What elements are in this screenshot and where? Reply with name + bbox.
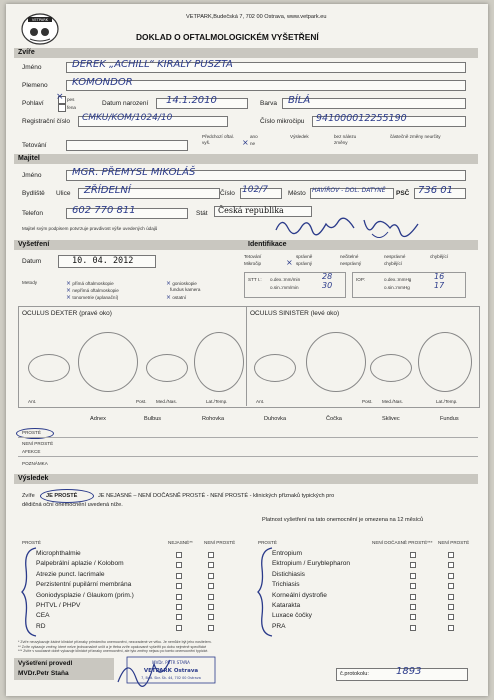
section-zvire: Zvíře xyxy=(14,48,478,58)
metody-label: Metody xyxy=(22,280,38,285)
vysledek-je-proste: JE PROSTÉ xyxy=(46,493,78,499)
platnost-text: Platnost vyšetření na tato onemocnění je omezena na 12 měsíců xyxy=(262,517,424,523)
iop-sin-value: 17 xyxy=(434,281,445,290)
left-checkbox[interactable] xyxy=(176,573,182,579)
left-row xyxy=(36,602,256,612)
right-row xyxy=(272,623,482,633)
os-lid-diagram[interactable] xyxy=(370,354,412,382)
right-checkbox[interactable] xyxy=(448,562,454,568)
cip-value: 941000012255190 xyxy=(316,113,407,124)
nalez-afekce: AFEKCE xyxy=(22,449,41,454)
datum-narozeni-value: 14.1.2010 xyxy=(166,95,217,106)
vysledek-zvire: Zvíře xyxy=(22,493,35,499)
cip-label: Číslo mikročipu xyxy=(260,118,305,125)
oculus-divider xyxy=(246,306,247,406)
metoda-fundus: fundus kamera xyxy=(170,287,201,292)
psc-label: PSČ xyxy=(396,190,410,197)
left-checkbox[interactable] xyxy=(208,614,214,620)
section-vysledek: Výsledek xyxy=(14,474,478,484)
nalez-line-2 xyxy=(18,456,478,457)
right-row xyxy=(272,560,482,570)
chybejici-mid-label: chybějící xyxy=(384,261,403,266)
vysledek-label: Výsledek xyxy=(290,134,309,139)
vysledek-text1: JE NEJASNÉ – NENÍ DOČASNĚ PROSTÉ - NENÍ PROSTÉ - klinických příznaků typických pro xyxy=(98,493,335,499)
right-label: PRA xyxy=(272,622,286,630)
ano-label: ano xyxy=(250,134,258,139)
left-row xyxy=(36,581,256,591)
spravne-label: správně xyxy=(296,254,313,259)
col-neni-docasne-right: NENÍ DOČASNĚ PROSTÉ*** xyxy=(372,540,433,545)
right-label: Katarakta xyxy=(272,602,301,609)
section-majitel: Majitel xyxy=(14,154,478,164)
ne-check-mark: × xyxy=(242,138,249,147)
ulice-value: ZŘÍDELNÍ xyxy=(84,185,131,196)
footnote-3: *** Zvíře v současné době vykazuje klinické příznaky onemocnění, ale tyto změny nejsou po tomto onemocnění typické. xyxy=(18,649,209,654)
left-label: Palpebrální aplazie / Kolobom xyxy=(36,560,124,568)
right-checkbox[interactable] xyxy=(410,552,416,558)
metoda-gonioskopie: × gonioskopie xyxy=(166,280,197,287)
pes-check-mark: × xyxy=(56,92,64,102)
nespravny-label: nesprávný xyxy=(340,261,362,266)
iop-label: IOP: xyxy=(356,277,366,282)
right-checkbox[interactable] xyxy=(410,583,416,589)
protokol-label: č.protokolu: xyxy=(340,671,369,677)
mesto-label: Město xyxy=(288,190,306,197)
document-sheet xyxy=(6,4,488,696)
barva-value: BÍLÁ xyxy=(288,95,311,106)
right-row xyxy=(272,571,482,581)
ne-label: ne xyxy=(250,141,256,146)
left-checkbox[interactable] xyxy=(176,614,182,620)
jmeno-label: Jméno xyxy=(22,64,42,71)
right-row xyxy=(272,602,482,612)
metoda-tonometrie: × tonometrie (aplanační) xyxy=(66,294,119,301)
left-checkbox[interactable] xyxy=(208,562,214,568)
metoda-neprima: × nepřímá oftalmoskopie xyxy=(66,287,119,294)
footnotes xyxy=(18,640,478,654)
castecne-label: částečně změny neurčity xyxy=(390,134,441,139)
left-label: PHTVL / PHPV xyxy=(36,602,81,609)
cislo-value: 102/7 xyxy=(242,185,268,195)
right-checkbox[interactable] xyxy=(448,552,454,558)
left-label: CEA xyxy=(36,612,50,620)
header-address: VETPARK,Budečská 7, 702 00 Ostrava, www.vetpark.eu xyxy=(186,14,327,20)
stt-label: STT I.: xyxy=(248,277,262,282)
datum-value: 10. 04. 2012 xyxy=(72,256,134,266)
podpis-text: Majitel svým podpisem potvrzuje pravdivost výše uvedených údajů xyxy=(22,226,158,231)
datum-label: Datum xyxy=(22,258,42,265)
provedl-value: MVDr.Petr Staňa xyxy=(18,670,69,677)
left-checkbox[interactable] xyxy=(176,604,182,610)
metoda-prima: × přímá oftalmoskopie xyxy=(66,280,114,287)
right-label: Trichiasis xyxy=(272,581,300,589)
left-row xyxy=(36,623,256,633)
fena-label: fena xyxy=(67,105,76,110)
right-label: Ektropium / Euryblepharon xyxy=(272,560,351,568)
protokol-value: 1893 xyxy=(396,666,422,677)
document-title: DOKLAD O OFTALMOLOGICKÉM VYŠETŘENÍ xyxy=(136,32,319,42)
left-label: Microphthalmie xyxy=(36,550,81,557)
footnote-1: * Zvíře neuvykazuje žádné klinické příznaky primárního onemocnění, nezoradené ve věku. Je nemůže být jeho nositelem. xyxy=(18,640,212,644)
od-lattemp-label: Lat./Temp. xyxy=(206,399,228,404)
right-checkbox[interactable] xyxy=(410,594,416,600)
right-label: Entropium xyxy=(272,550,303,557)
left-row xyxy=(36,550,256,560)
plemeno-label: Plemeno xyxy=(22,82,48,89)
vet-signature xyxy=(114,652,174,693)
svg-text:VETPARK Ostrava: VETPARK Ostrava xyxy=(143,668,199,674)
left-label: Goniodysplazie / Glaukom (prim.) xyxy=(36,591,134,599)
od-ant-diagram[interactable] xyxy=(28,354,70,382)
od-fundus-diagram[interactable] xyxy=(194,332,244,392)
od-side-diagram[interactable] xyxy=(78,332,138,392)
reg-cislo-value: CMKU/KOM/1024/10 xyxy=(82,113,173,123)
oculus-sinister-label: OCULUS SINISTER (levé oko) xyxy=(250,310,340,317)
left-row xyxy=(36,571,256,581)
fena-checkbox[interactable] xyxy=(58,104,66,112)
part-duhovka: Duhovka xyxy=(264,416,287,422)
right-checkbox[interactable] xyxy=(410,573,416,579)
part-sklivec: Sklivec xyxy=(382,416,400,422)
stt-sin-value: 30 xyxy=(322,281,333,290)
jmeno-value: DEREK „ACHILL“ KIRALY PUSZTA xyxy=(72,59,233,70)
stt-dex-label: o.dex.:mm/min xyxy=(270,277,301,282)
right-checkbox[interactable] xyxy=(410,604,416,610)
chybejici-label: chybějící xyxy=(430,254,449,259)
os-fundus-diagram[interactable] xyxy=(418,332,472,392)
svg-text:MVDr. PETR STAŇA: MVDr. PETR STAŇA xyxy=(152,660,190,665)
right-checkbox[interactable] xyxy=(448,604,454,610)
od-ant-label: Ant. xyxy=(28,399,37,404)
right-label: Luxace čočky xyxy=(272,612,312,620)
stat-label: Stát xyxy=(196,210,208,217)
col-proste-left: PROSTÉ xyxy=(22,540,41,545)
right-checkbox[interactable] xyxy=(410,614,416,620)
right-checkbox[interactable] xyxy=(410,625,416,631)
pohlavi-label: Pohlaví xyxy=(22,100,44,107)
svg-text:VETPARK: VETPARK xyxy=(31,18,49,23)
telefon-value: 602 770 811 xyxy=(72,205,136,216)
reg-cislo-label: Registrační číslo xyxy=(22,118,71,125)
tetovani-field[interactable] xyxy=(66,140,188,151)
iop-dex-value: 16 xyxy=(434,272,445,281)
datum-narozeni-label: Datum narození xyxy=(102,100,149,107)
barva-label: Barva xyxy=(260,100,277,107)
od-lid-diagram[interactable] xyxy=(146,354,188,382)
part-cocka: Čočka xyxy=(326,416,342,422)
od-mednas-label: Med./Nas. xyxy=(156,399,177,404)
left-checkbox[interactable] xyxy=(208,583,214,589)
left-row xyxy=(36,592,256,602)
os-side-diagram[interactable] xyxy=(306,332,366,392)
nalez-line-1 xyxy=(18,437,478,438)
os-mednas-label: Med./Nas. xyxy=(382,399,403,404)
section-vysetreni: Vyšetření xyxy=(14,240,478,250)
bydliste-label: Bydliště xyxy=(22,190,45,197)
nespravne-label: nesprávné xyxy=(384,254,406,259)
right-label: Distichiasis xyxy=(272,570,305,578)
mikrocip-ident-label: Mikročip xyxy=(244,261,262,266)
psc-value: 736 01 xyxy=(418,185,453,196)
part-rohovka: Rohovka xyxy=(202,416,225,422)
right-checkbox[interactable] xyxy=(448,583,454,589)
predchozi-label: Předchozí oftal. vyš. xyxy=(202,134,234,145)
left-label: Atrezie punct. lacrimale xyxy=(36,570,105,578)
tetovani-ident-label: Tetování xyxy=(244,254,262,259)
cislo-label: Číslo xyxy=(220,190,235,197)
part-fundus: Fundus xyxy=(440,416,459,422)
stt-dex-value: 28 xyxy=(322,272,333,281)
right-label: Korneální dystrofie xyxy=(272,591,327,599)
ulice-label: Ulice xyxy=(56,190,71,197)
telefon-label: Telefon xyxy=(22,210,43,217)
os-post-label: Post. xyxy=(362,399,373,404)
od-post-label: Post. xyxy=(136,399,147,404)
bez-nalezu-label: bez nálezu změny xyxy=(334,134,357,145)
left-checkbox[interactable] xyxy=(176,552,182,558)
col-proste-right: PROSTÉ xyxy=(258,540,277,545)
vetpark-logo xyxy=(20,12,60,46)
left-checkbox[interactable] xyxy=(208,594,214,600)
svg-text:7, Bud. Sbr. Šk. 44, 702 00 Os: 7, Bud. Sbr. Šk. 44, 702 00 Ostrava xyxy=(141,676,201,680)
col-nejasne-left: NEJASNÉ** xyxy=(168,540,193,545)
left-checkbox[interactable] xyxy=(176,594,182,600)
right-row xyxy=(272,592,482,602)
iop-dex-label: o.dex.:mmHg xyxy=(384,277,412,282)
right-checkbox[interactable] xyxy=(448,594,454,600)
spravny-check-mark: × xyxy=(286,258,293,267)
right-checkbox[interactable] xyxy=(410,562,416,568)
right-checkbox[interactable] xyxy=(448,573,454,579)
part-adnex: Adnex xyxy=(90,416,106,422)
right-row xyxy=(272,612,482,622)
col-neni-right: NENÍ PROSTÉ xyxy=(438,540,470,545)
left-checkbox[interactable] xyxy=(208,552,214,558)
left-checkbox[interactable] xyxy=(208,625,214,631)
majitel-jmeno-label: Jméno xyxy=(22,172,42,179)
nalez-proste: PROSTÉ xyxy=(22,430,41,435)
col-neni-left: NENÍ PROSTÉ xyxy=(204,540,236,545)
provedl-label: Vyšetření provedl xyxy=(18,660,73,667)
right-row xyxy=(272,581,482,591)
os-ant-label: Ant. xyxy=(256,399,265,404)
mesto-value: HAVÍŘOV - DOL. DATYNĚ xyxy=(312,187,386,194)
necitelne-label: nečitelné xyxy=(340,254,359,259)
os-lattemp-label: Lat./Temp. xyxy=(436,399,458,404)
left-row xyxy=(36,560,256,570)
nalez-poznamka: POZNÁMKA xyxy=(22,461,48,466)
stt-sin-label: o.sin.:mm/min xyxy=(270,285,299,290)
left-label: RD xyxy=(36,622,46,630)
os-ant-diagram[interactable] xyxy=(254,354,296,382)
right-checkbox[interactable] xyxy=(448,614,454,620)
right-checkbox[interactable] xyxy=(448,625,454,631)
plemeno-value: KOMONDOR xyxy=(72,77,133,88)
right-row xyxy=(272,550,482,560)
stat-value: Česká republika xyxy=(218,206,284,215)
left-checkbox[interactable] xyxy=(176,625,182,631)
iop-sin-label: o.sin.:mmHg xyxy=(384,285,410,290)
pes-label: pes xyxy=(67,97,75,102)
left-label: Perzistentní pupilární membrána xyxy=(36,581,132,589)
oculus-dexter-label: OCULUS DEXTER (pravé oko) xyxy=(22,310,112,317)
tetovani-label: Tetování xyxy=(22,142,47,149)
left-row xyxy=(36,612,256,622)
identifikace-label: Identifikace xyxy=(248,241,287,248)
left-checkbox[interactable] xyxy=(176,562,182,568)
left-checkbox[interactable] xyxy=(208,604,214,610)
part-bulbus: Bulbus xyxy=(144,416,162,422)
vysledek-text2: dědičná oční onemocnění uvedená níže. xyxy=(22,502,123,508)
metoda-ostatni: × ostatní xyxy=(166,294,187,301)
left-checkbox[interactable] xyxy=(208,573,214,579)
left-checkbox[interactable] xyxy=(176,583,182,589)
footnote-2: ** Zvíře vykazuje změny, které nelze jednoznačně určit a je třeba zvíře opakovaně vyšetřit po dobu nejméně specifické xyxy=(18,644,207,649)
spravny-label: správný xyxy=(296,261,313,266)
majitel-jmeno-value: MGR. PŘEMYSL MIKOLÁŠ xyxy=(72,167,196,178)
nalez-neni-proste: NENÍ PROSTÉ xyxy=(22,441,54,446)
